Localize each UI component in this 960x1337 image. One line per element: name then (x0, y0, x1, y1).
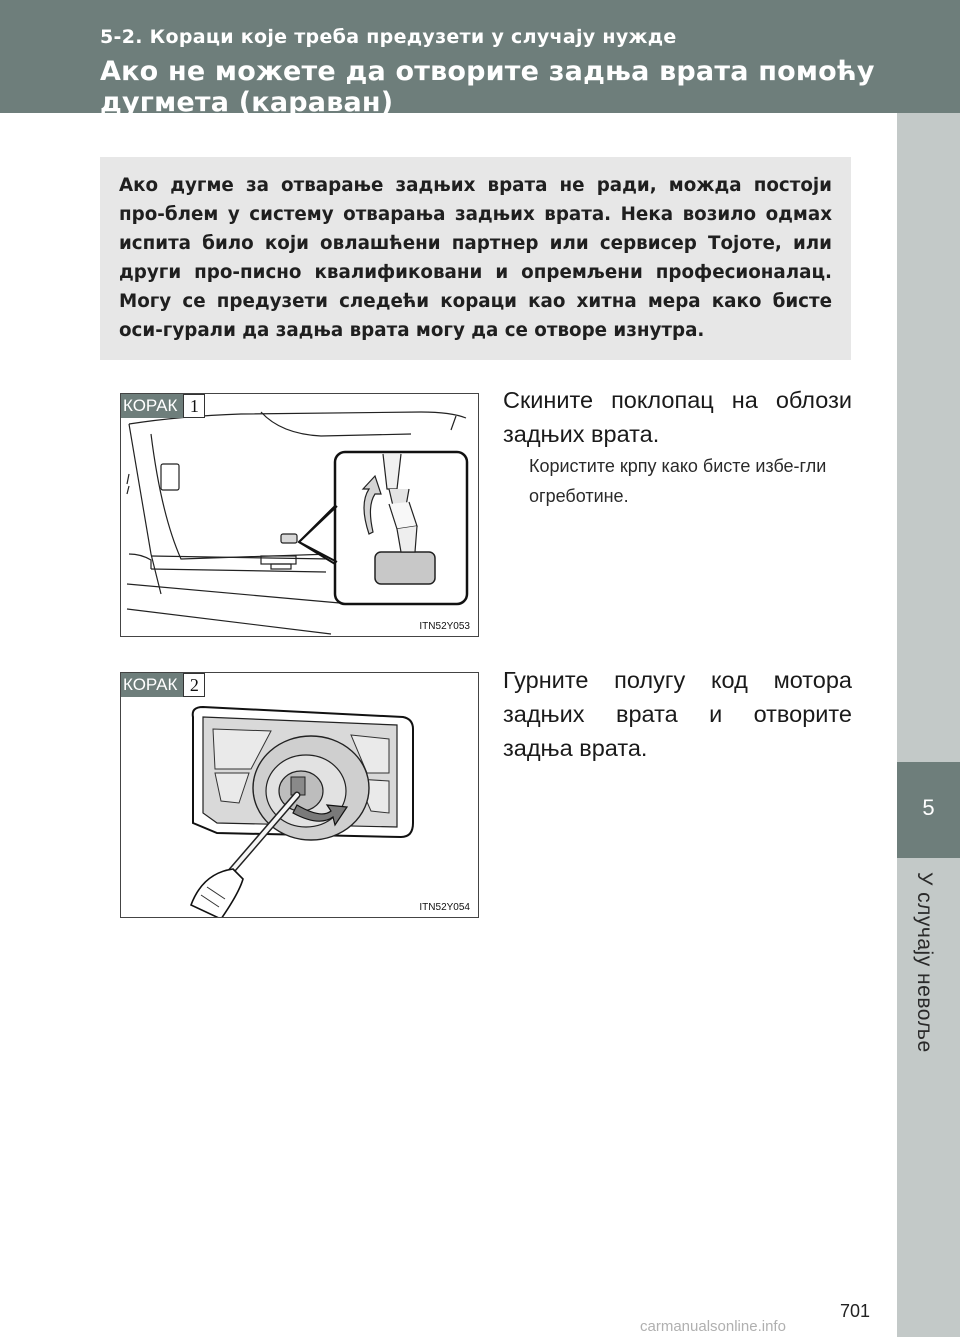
step-1-note: Користите крпу како бисте избе-гли огреботине. (529, 456, 827, 506)
chapter-label: У случају невоље (913, 872, 936, 1053)
step-1-instruction: Скините поклопац на облози задњих врата. (503, 387, 852, 447)
intro-box (100, 157, 851, 360)
step-2-label: КОРАК (121, 673, 183, 697)
step-1-badge (121, 394, 205, 418)
title-line-2: дугмета (караван) (100, 87, 394, 118)
intro-text: Ако дугме за отварање задњих врата не ради, можда постоји про-блем у систему отварања задњих врата. Нека возило одмах испита било који овлашћени партнер или сервисер Тојоте, или други про-писно квалификовани и опремљени професионалац. Могу се предузети следећи кораци као хитна мера како бисте оси-гурали да задња врата могу да се отворе изнутра. (119, 175, 832, 341)
step-2-number: 2 (183, 673, 205, 697)
step-1-figure (120, 393, 479, 637)
step-2-text-block (503, 663, 852, 765)
page-number: 701 (840, 1301, 871, 1321)
trim-panel-illustration (121, 394, 479, 637)
page-title (100, 56, 875, 118)
title-line-1: Ако не можете да отворите задња врата помоћу (100, 56, 875, 87)
step-2-badge (121, 673, 205, 697)
side-tab-strip (897, 113, 960, 1337)
figure-code: ITN52Y053 (419, 621, 470, 632)
step-2-figure (120, 672, 479, 918)
watermark: carmanualsonline.info (640, 1318, 786, 1335)
step-1-label: КОРАК (121, 394, 183, 418)
page-header (0, 0, 960, 118)
section-title: 5-2. Кораци које треба предузети у случају нужде (100, 26, 677, 48)
step-1-text-block (503, 383, 852, 511)
figure-code: ITN52Y054 (419, 902, 470, 913)
door-motor-illustration (121, 673, 479, 918)
step-2-instruction: Гурните полугу код мотора задњих врата и отворите задња врата. (503, 667, 852, 761)
step-1-number: 1 (183, 394, 205, 418)
chapter-number: 5 (922, 795, 935, 820)
